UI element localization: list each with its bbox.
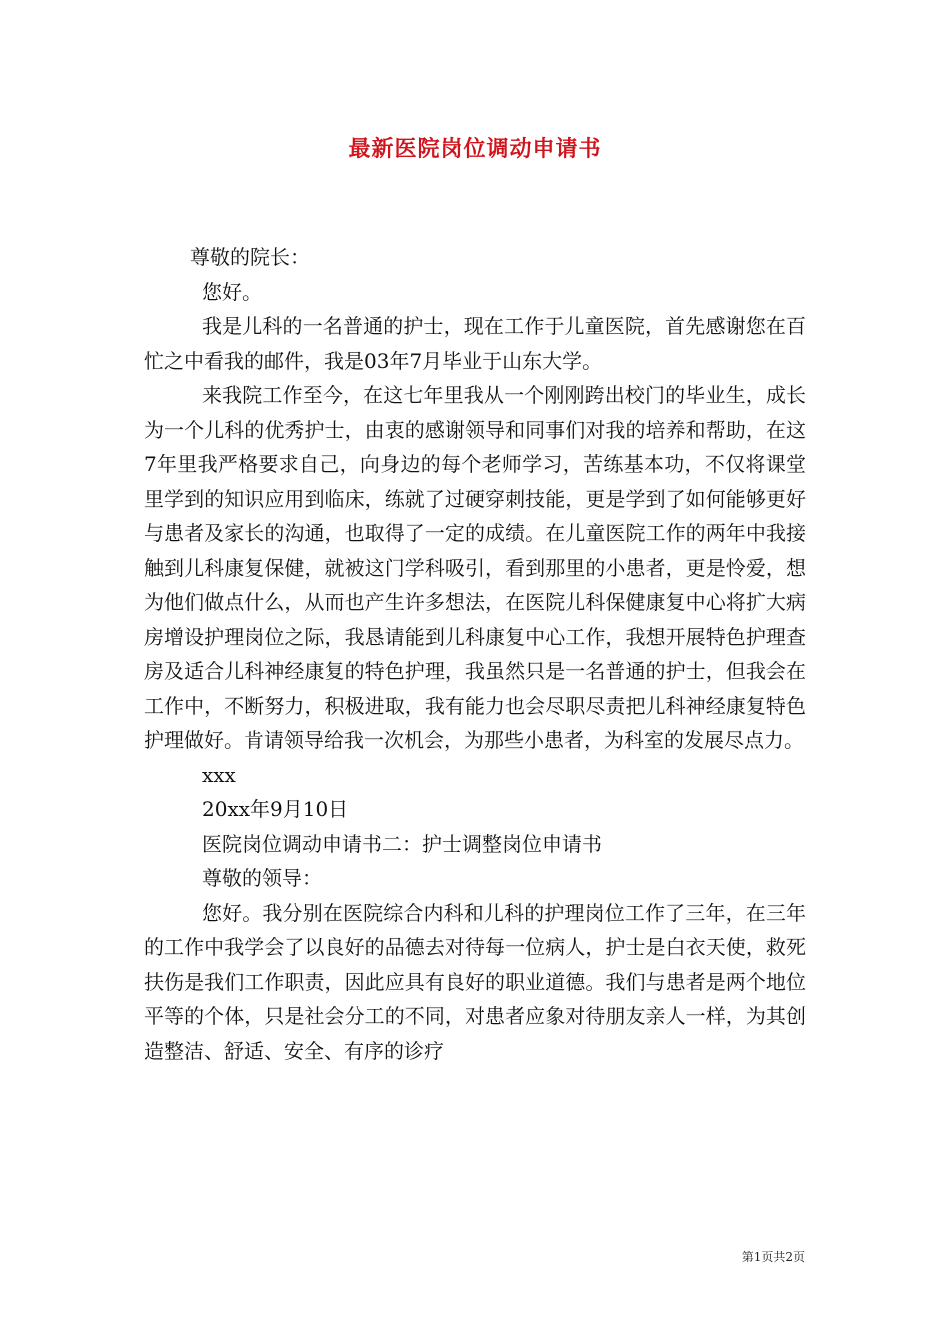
section2-title: 医院岗位调动申请书二：护士调整岗位申请书 bbox=[202, 831, 602, 856]
document-title: 最新医院岗位调动申请书 bbox=[348, 136, 602, 162]
salutation2: 尊敬的领导： bbox=[202, 866, 322, 890]
paragraph-main: 来我院工作至今，在这七年里我从一个刚刚跨出校门的毕业生，成长为一个儿科的优秀护士，由衷的感谢领导和同事们对我的培养和帮助，在这7年里我严格要求自己，向身边的每个老师学习，苦练基本功，不仅将课堂里学到的知识应用到临床，练就了过硬穿刺技能，更是学到了如何能够更好与患者及家长的沟通，也取得了一定的成绩。在儿童医院工作的两年中我接触到儿科康复保健，就被这门学科吸引，看到那里的小患者，更是怜爱，想为他们做点什么，从而也产生许多想法，在医院儿科保健康复中心将扩大病房增设护理岗位之际，我恳请能到儿科康复中心工作，我想开展特色护理查房及适合儿科神经康复的特色护理，我虽然只是一名普通的护士，但我会在工作中，不断努力，积极进取，我有能力也会尽职尽责把儿科神经康复特色护理做好。肯请领导给我一次机会，为那些小患者，为科室的发展尽点力。 bbox=[144, 383, 806, 752]
document-body bbox=[144, 240, 806, 1068]
paragraph-section2: 您好。我分别在医院综合内科和儿科的护理岗位工作了三年，在三年的工作中我学会了以良好的品德去对待每一位病人，护士是白衣天使，救死扶伤是我们工作职责，因此应具有良好的职业道德。我们与患者是两个地位平等的个体，只是社会分工的不同，对患者应象对待朋友亲人一样，为其创造整洁、舒适、安全、有序的诊疗 bbox=[144, 900, 806, 1063]
signature: xxx bbox=[202, 762, 236, 787]
paragraph-intro: 我是儿科的一名普通的护士，现在工作于儿童医院，首先感谢您在百忙之中看我的邮件，我是03年7月毕业于山东大学。 bbox=[144, 314, 806, 373]
page-number: 第1页共2页 bbox=[741, 1250, 805, 1264]
salutation: 尊敬的院长： bbox=[190, 245, 310, 269]
date: 20xx年9月10日 bbox=[202, 797, 349, 821]
greeting: 您好。 bbox=[202, 279, 262, 304]
